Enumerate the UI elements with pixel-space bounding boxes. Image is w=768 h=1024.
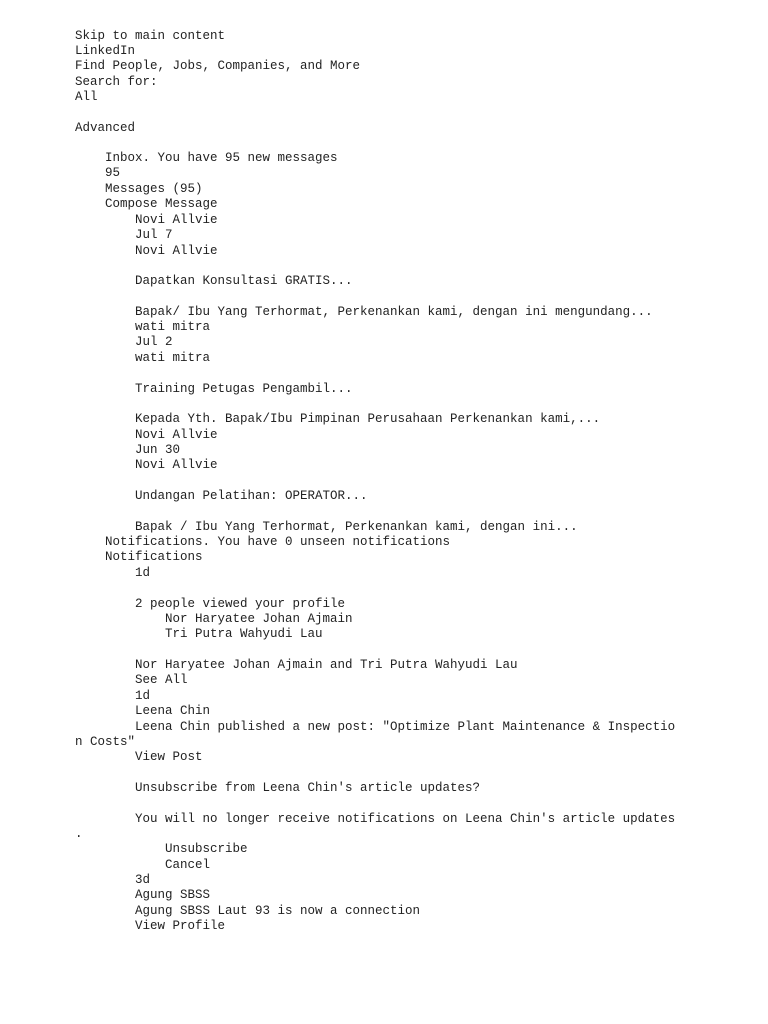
search-scope-select[interactable]: All xyxy=(75,90,98,104)
search-for-label: Search for: xyxy=(75,75,158,89)
see-all-link[interactable]: See All xyxy=(135,673,188,687)
message-date: Jun 30 xyxy=(135,443,181,457)
message-sender-name: Novi Allvie xyxy=(135,458,218,472)
notification-headline[interactable]: 2 people viewed your profile xyxy=(135,597,346,611)
view-profile-link[interactable]: View Profile xyxy=(135,919,226,933)
skip-to-content-link[interactable]: Skip to main content xyxy=(75,29,226,43)
notification-time: 1d xyxy=(135,566,151,580)
compose-message-link[interactable]: Compose Message xyxy=(105,197,218,211)
message-sender[interactable]: Novi Allvie xyxy=(135,213,218,227)
message-preview: Bapak / Ibu Yang Terhormat, Perkenankan kami, dengan ini... xyxy=(135,520,578,534)
cancel-button[interactable]: Cancel xyxy=(165,858,211,872)
message-preview: Kepada Yth. Bapak/Ibu Pimpinan Perusahaan Perkenankan kami,... xyxy=(135,412,601,426)
advanced-search-link[interactable]: Advanced xyxy=(75,121,136,135)
notification-author[interactable]: Agung SBSS xyxy=(135,888,211,902)
unsubscribe-button[interactable]: Unsubscribe xyxy=(165,842,248,856)
message-subject[interactable]: Dapatkan Konsultasi GRATIS... xyxy=(135,274,353,288)
notification-time: 1d xyxy=(135,689,151,703)
message-preview: Bapak/ Ibu Yang Terhormat, Perkenankan kami, dengan ini mengundang... xyxy=(135,305,653,319)
message-sender-name: Novi Allvie xyxy=(135,244,218,258)
message-sender[interactable]: Novi Allvie xyxy=(135,428,218,442)
unsubscribe-note-wrap: . xyxy=(75,827,83,841)
message-date: Jul 2 xyxy=(135,335,173,349)
linkedin-logo[interactable]: LinkedIn xyxy=(75,44,136,58)
viewer-name: Tri Putra Wahyudi Lau xyxy=(165,627,323,641)
messages-heading: Messages (95) xyxy=(105,182,203,196)
notification-author[interactable]: Leena Chin xyxy=(135,704,211,718)
notifications-title[interactable]: Notifications. You have 0 unseen notifications xyxy=(105,535,451,549)
notification-time: 3d xyxy=(135,873,151,887)
message-subject[interactable]: Undangan Pelatihan: OPERATOR... xyxy=(135,489,368,503)
message-sender-name: wati mitra xyxy=(135,351,211,365)
message-subject[interactable]: Training Petugas Pengambil... xyxy=(135,382,353,396)
notification-text-wrap: n Costs" xyxy=(75,735,136,749)
notification-text: Agung SBSS Laut 93 is now a connection xyxy=(135,904,421,918)
viewer-name: Nor Haryatee Johan Ajmain xyxy=(165,612,353,626)
unsubscribe-prompt: Unsubscribe from Leena Chin's article updates? xyxy=(135,781,481,795)
search-prompt[interactable]: Find People, Jobs, Companies, and More xyxy=(75,59,361,73)
inbox-count-badge: 95 xyxy=(105,166,121,180)
notification-text: Leena Chin published a new post: "Optimize Plant Maintenance & Inspectio xyxy=(135,720,676,734)
notifications-heading: Notifications xyxy=(105,550,203,564)
message-sender[interactable]: wati mitra xyxy=(135,320,211,334)
inbox-title[interactable]: Inbox. You have 95 new messages xyxy=(105,151,338,165)
unsubscribe-note: You will no longer receive notifications on Leena Chin's article updates xyxy=(135,812,676,826)
notification-summary: Nor Haryatee Johan Ajmain and Tri Putra Wahyudi Lau xyxy=(135,658,518,672)
view-post-link[interactable]: View Post xyxy=(135,750,203,764)
message-date: Jul 7 xyxy=(135,228,173,242)
